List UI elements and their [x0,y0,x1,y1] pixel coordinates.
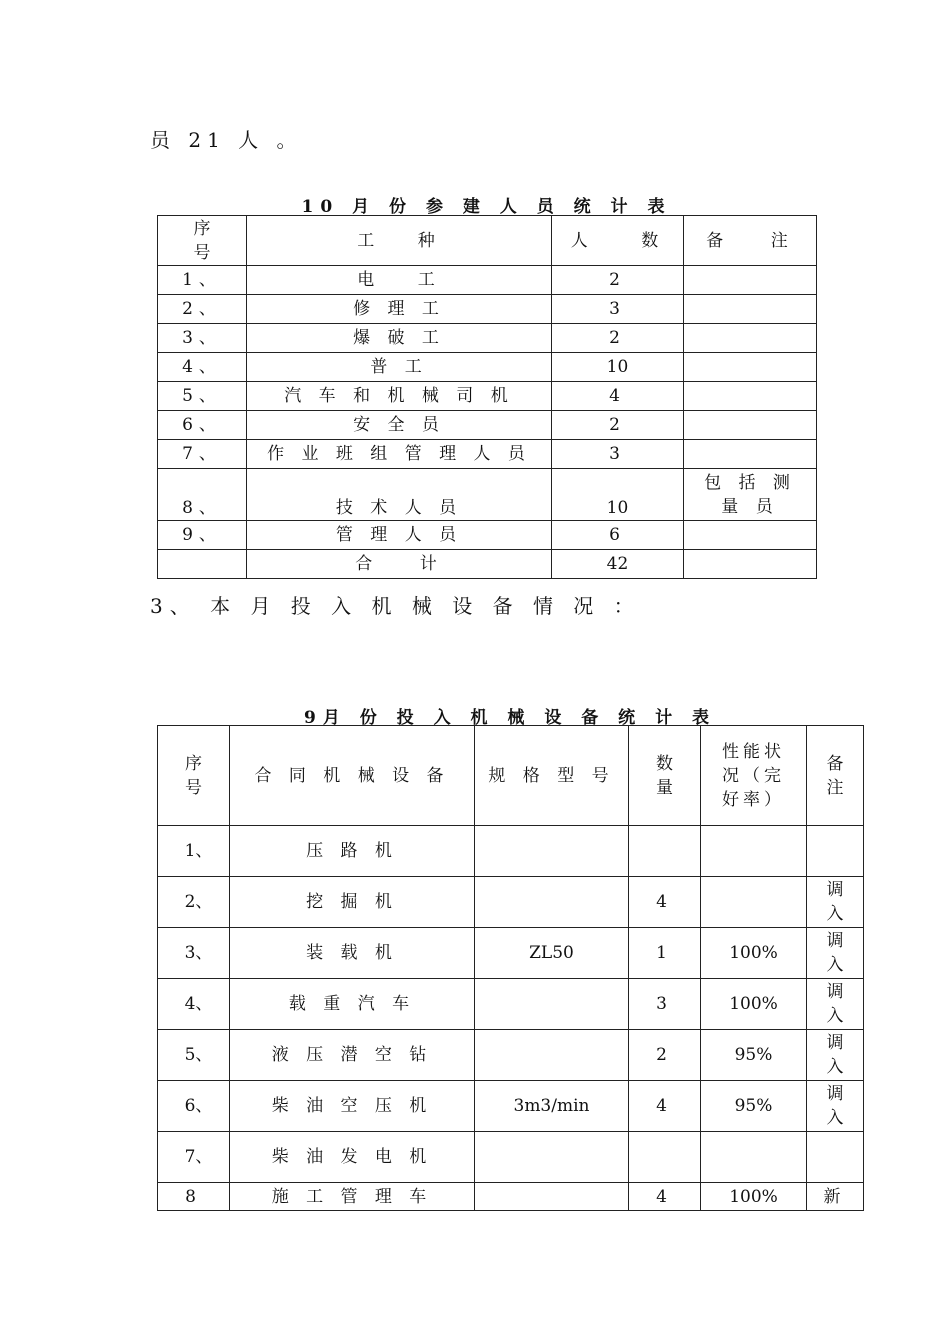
equipment-table-header [158,726,864,826]
cell-seq-text: 4、 [184,994,213,1014]
cell-seq [158,826,230,877]
cell-spec [475,1132,629,1183]
table-row [158,1132,864,1183]
cell-note [684,266,817,295]
header-note-text: 备注 [826,753,844,798]
cell-qty: 4 [629,1081,701,1132]
cell-note-text: 调入 [826,982,844,1026]
cell-note-text: 包 括 测 量 员 [704,472,796,517]
cell-qty: 1 [629,928,701,979]
cell-note [684,440,817,469]
cell-type: 修 理 工 [247,295,552,324]
table-row [158,979,864,1030]
cell-type: 普 工 [247,353,552,382]
cell-equipment: 挖 掘 机 [230,877,475,928]
cell-note [684,411,817,440]
cell-type: 电 工 [247,266,552,295]
cell-spec [475,1183,629,1211]
cell-seq [158,1030,230,1081]
cell-perf: 95% [701,1030,807,1081]
cell-equipment: 压 路 机 [230,826,475,877]
cell-perf: 100% [701,979,807,1030]
cell-seq-text: 5、 [184,1045,213,1065]
cell-perf: 95% [701,1081,807,1132]
cell-seq: 6、 [158,411,247,440]
cell-equipment: 柴 油 发 电 机 [230,1132,475,1183]
cell-spec [475,1030,629,1081]
cell-equipment: 柴 油 空 压 机 [230,1081,475,1132]
cell-note-text: 调入 [826,1084,844,1128]
cell-spec [475,826,629,877]
cell-seq [158,979,230,1030]
cell-spec: 3m3/min [475,1081,629,1132]
table-row [158,411,817,440]
cell-equipment: 液 压 潜 空 钻 [230,1030,475,1081]
cell-count: 3 [552,440,684,469]
cell-note-text: 调入 [826,931,844,975]
cell-seq-text: 1、 [184,841,213,861]
total-row [158,550,817,579]
cell-seq-text: 7、 [184,1147,213,1167]
header-seq-text: 序号 [193,218,211,263]
cell-equipment: 施 工 管 理 车 [230,1183,475,1211]
cell-type: 管 理 人 员 [247,521,552,550]
cell-count: 6 [552,521,684,550]
cell-spec: ZL50 [475,928,629,979]
cell-qty [629,1132,701,1183]
header-note [807,726,864,826]
staff-table-header [158,216,817,266]
cell-perf [701,1132,807,1183]
cell-seq-text: 6、 [184,1096,213,1116]
cell-qty: 2 [629,1030,701,1081]
cell-note [684,324,817,353]
cell-seq-text: 3、 [184,943,213,963]
cell-note [807,1132,864,1183]
header-qty [629,726,701,826]
table-row [158,440,817,469]
cell-equipment: 载 重 汽 车 [230,979,475,1030]
section-heading: 3、 本 月 投 入 机 械 设 备 情 况 ： [150,594,641,618]
cell-note [807,928,864,979]
header-count: 人 数 [552,216,684,266]
header-perf [701,726,807,826]
cell-note [807,826,864,877]
cell-note [684,353,817,382]
header-seq [158,726,230,826]
cell-note [807,877,864,928]
equipment-table-title: 9月 份 投 入 机 械 设 备 统 计 表 [303,708,716,728]
cell-perf [701,877,807,928]
cell-count: 10 [552,353,684,382]
header-seq [158,216,247,266]
cell-count: 10 [552,469,684,521]
header-type: 工 种 [247,216,552,266]
cell-seq [158,1081,230,1132]
table-row [158,382,817,411]
cell-qty: 4 [629,1183,701,1211]
cell-equipment: 装 载 机 [230,928,475,979]
cell-note: 新 [807,1183,864,1211]
cell-note [807,1030,864,1081]
table-row [158,353,817,382]
cell-seq: 2、 [158,295,247,324]
staff-table [157,215,817,579]
table-row [158,1081,864,1132]
cell-perf [701,826,807,877]
table-row [158,324,817,353]
cell-qty [629,826,701,877]
cell-note-text: 调入 [826,1033,844,1077]
cell-seq: 3、 [158,324,247,353]
cell-seq: 5、 [158,382,247,411]
cell-type: 作 业 班 组 管 理 人 员 [247,440,552,469]
cell-seq [158,928,230,979]
cell-type: 合 计 [247,550,552,579]
header-qty-text: 数量 [656,753,673,798]
cell-seq: 4、 [158,353,247,382]
cell-note [807,979,864,1030]
cell-note [684,382,817,411]
cell-type: 爆 破 工 [247,324,552,353]
cell-spec [475,979,629,1030]
header-equipment: 合 同 机 械 设 备 [230,726,475,826]
cell-type: 汽 车 和 机 械 司 机 [247,382,552,411]
cell-note-text: 调入 [826,880,844,924]
cell-seq-text: 2、 [184,892,213,912]
cell-seq: 8 [158,1183,230,1211]
cell-count: 4 [552,382,684,411]
table-row [158,521,817,550]
table-row [158,266,817,295]
cell-note [684,469,817,521]
table-row [158,928,864,979]
table-row [158,1183,864,1211]
table-row [158,877,864,928]
cell-spec [475,877,629,928]
cell-seq: 7、 [158,440,247,469]
header-perf-text: 性能状况（完好率） [722,741,785,810]
cell-qty: 3 [629,979,701,1030]
table-row [158,826,864,877]
cell-seq [158,1132,230,1183]
cell-perf: 100% [701,1183,807,1211]
cell-note [684,295,817,324]
cell-seq [158,877,230,928]
intro-text: 员 21 人 。 [150,128,303,152]
cell-count: 2 [552,324,684,353]
cell-count: 3 [552,295,684,324]
cell-seq [158,550,247,579]
table-row [158,469,817,521]
header-seq-text: 序号 [185,753,202,798]
header-spec: 规 格 型 号 [475,726,629,826]
cell-seq: 1、 [158,266,247,295]
cell-note [684,521,817,550]
header-note: 备 注 [684,216,817,266]
table-row [158,295,817,324]
staff-table-title: 10 月 份 参 建 人 员 统 计 表 [301,197,672,217]
table-row [158,1030,864,1081]
cell-note [684,550,817,579]
cell-seq: 9、 [158,521,247,550]
cell-perf: 100% [701,928,807,979]
cell-type: 安 全 员 [247,411,552,440]
cell-qty: 4 [629,877,701,928]
cell-count: 42 [552,550,684,579]
cell-note [807,1081,864,1132]
cell-seq: 8、 [158,469,247,521]
cell-type: 技 术 人 员 [247,469,552,521]
equipment-table [157,725,864,1211]
cell-count: 2 [552,411,684,440]
cell-count: 2 [552,266,684,295]
